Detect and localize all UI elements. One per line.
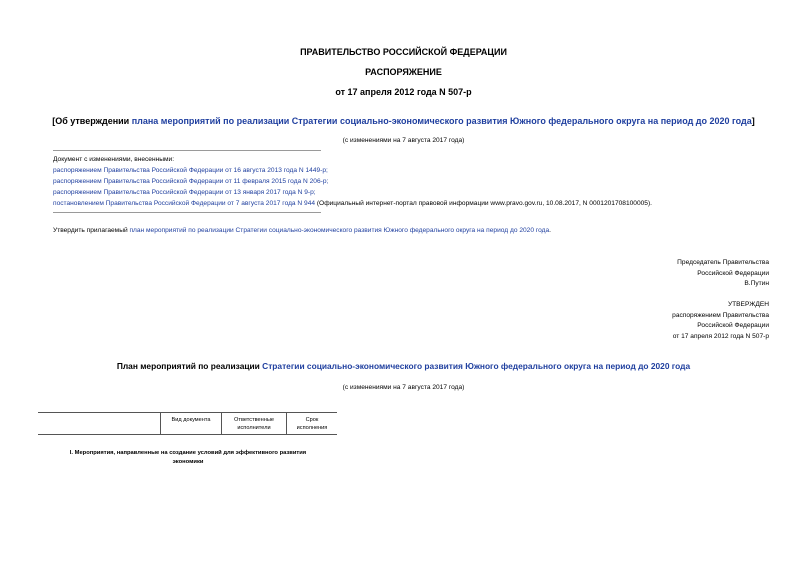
approve-plan-link[interactable]: план мероприятий по реализации Стратегии социально-экономического развития Южного федерального округа на период до 2020 года: [129, 227, 550, 234]
divider-top: [53, 150, 321, 151]
approve-suffix: .: [549, 227, 551, 234]
plan-title: [0, 361, 807, 371]
plan-title-prefix: План мероприятий по реализации: [116, 361, 263, 371]
table-header-responsible-line: исполнители: [237, 425, 271, 431]
plan-table-header: [38, 412, 337, 435]
table-header-term-line: исполнения: [296, 425, 328, 431]
plan-title-link[interactable]: Стратегии социально-экономического развития Южного федерального округа на период до 2020 года: [262, 361, 691, 371]
changes-intro: Документ с изменениями, внесенными:: [53, 156, 175, 163]
approved-block: [672, 300, 769, 342]
government-heading: ПРАВИТЕЛЬСТВО РОССИЙСКОЙ ФЕДЕРАЦИИ: [300, 47, 507, 57]
signature-organization: Российской Федерации: [697, 269, 769, 277]
section-heading: [38, 449, 338, 467]
table-header-doc-type: Вид документа: [161, 413, 222, 435]
subject-link[interactable]: плана мероприятий по реализации Стратегии социально-экономического развития Южного федерального округа на период до 2020 года: [131, 116, 752, 126]
table-header-responsible-line: Ответственные: [234, 417, 274, 423]
section-heading-line: экономики: [172, 459, 204, 465]
table-header-blank: [38, 413, 161, 435]
signature-block: [677, 258, 769, 290]
approved-organization: Российской Федерации: [697, 322, 769, 329]
table-header-term-line: Срок: [305, 417, 319, 423]
signature-position: Председатель Правительства: [677, 259, 769, 266]
approve-paragraph: [53, 227, 551, 234]
change-item: [53, 198, 652, 209]
table-header-responsible: [222, 413, 287, 435]
subject-close: ]: [751, 116, 755, 126]
change-item-source: (Официальный интернет-портал правовой информации www.pravo.gov.ru, 10.08.2017, N 0001201708100005).: [315, 200, 652, 207]
table-header-term: [287, 413, 338, 435]
approved-date-number: от 17 апреля 2012 года N 507-р: [672, 332, 769, 340]
plan-changes-note: (с изменениями на 7 августа 2017 года): [342, 384, 465, 391]
document-date-number: от 17 апреля 2012 года N 507-р: [335, 87, 472, 97]
change-item-link[interactable]: распоряжением Правительства Российской Федерации от 16 августа 2013 года N 1449-р;: [53, 167, 328, 174]
document-subject: [0, 116, 807, 126]
change-item-link[interactable]: постановлением Правительства Российской Федерации от 7 августа 2017 года N 944: [53, 200, 316, 207]
approve-prefix: Утвердить прилагаемый: [53, 227, 130, 234]
approved-by: распоряжением Правительства: [672, 311, 769, 319]
divider-bottom: [53, 212, 321, 213]
change-item-link[interactable]: распоряжением Правительства Российской Федерации от 11 февраля 2015 года N 206-р;: [53, 178, 329, 185]
approved-label: УТВЕРЖДЕН: [727, 301, 769, 308]
subject-open: [Об утверждении: [52, 116, 132, 126]
changes-list: [53, 154, 652, 209]
document-type-heading: РАСПОРЯЖЕНИЕ: [365, 67, 442, 77]
section-heading-line: I. Мероприятия, направленные на создание условий для эффективного развития: [69, 450, 307, 456]
signature-name: В.Путин: [744, 280, 769, 287]
change-item-link[interactable]: распоряжением Правительства Российской Федерации от 13 января 2017 года N 9-р;: [53, 189, 316, 196]
changes-note: (с изменениями на 7 августа 2017 года): [342, 137, 465, 144]
